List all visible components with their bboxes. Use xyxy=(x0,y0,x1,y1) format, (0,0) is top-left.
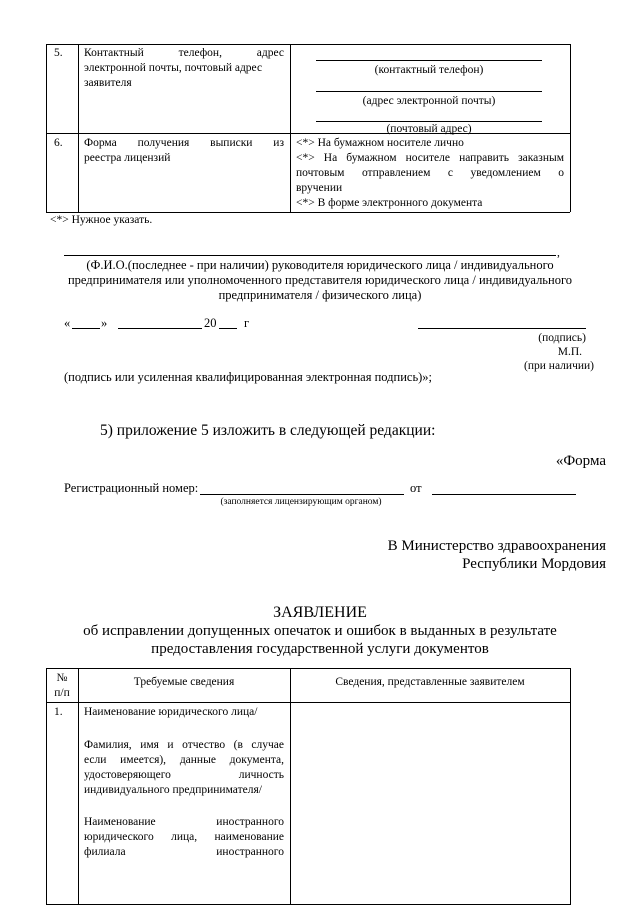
row-6-label-line-1: Форма получения выписки из xyxy=(84,137,284,149)
form-heading: «Форма xyxy=(555,453,606,469)
row-1-number: 1. xyxy=(54,706,63,718)
signature-line xyxy=(418,328,586,329)
phone-caption: (контактный телефон) xyxy=(374,64,484,76)
date-day-line xyxy=(72,328,100,329)
date-close-quote: » xyxy=(101,316,108,330)
email-line xyxy=(316,91,542,92)
fio-caption-line-1: (Ф.И.О.(последнее - при наличии) руководителя юридического лица / индивидуального xyxy=(86,258,554,272)
option-electronic: <*> В форме электронного документа xyxy=(296,197,483,209)
registration-caption: (заполняется лицензирующим органом) xyxy=(220,497,382,507)
amendment-text: 5) приложение 5 изложить в следующей редакции: xyxy=(100,422,436,439)
statement-subtitle-line-2: предоставления государственной услуги документов xyxy=(151,641,489,657)
item-individual-line-3: удостоверяющего личность xyxy=(84,769,284,781)
registration-from: от xyxy=(410,481,422,495)
item-individual-line-1: Фамилия, имя и отчество (в случае xyxy=(84,739,284,751)
registration-date-line xyxy=(432,494,576,495)
header-applicant-info: Сведения, представленные заявителем xyxy=(335,676,525,688)
row-5-label-line-1: Контактный телефон, адрес xyxy=(84,47,284,59)
email-caption: (адрес электронной почты) xyxy=(362,95,496,107)
addressee-line-1: В Министерство здравоохранения xyxy=(387,538,606,554)
row-6-label-line-2: реестра лицензий xyxy=(84,152,171,164)
option-paper-mail-line-1: <*> На бумажном носителе направить заказным xyxy=(296,152,564,164)
row-5-label-line-2: электронной почты, почтовый адрес xyxy=(84,62,263,74)
header-required-info: Требуемые сведения xyxy=(133,676,235,688)
addressee-line-2: Республики Мордовия xyxy=(462,556,606,572)
row-6-number: 6. xyxy=(54,137,63,149)
item-individual-line-2: если имеется), данные документа, xyxy=(84,754,284,766)
fio-comma: , xyxy=(557,247,560,259)
option-paper-in-person: <*> На бумажном носителе лично xyxy=(296,137,464,149)
fio-line xyxy=(64,255,556,256)
phone-line xyxy=(316,60,542,61)
date-month-line xyxy=(118,328,202,329)
option-paper-mail-line-2: почтовым отправлением с уведомлением о xyxy=(296,167,564,179)
item-foreign-line-2: юридического лица, наименование xyxy=(84,831,284,843)
registration-number-line xyxy=(200,494,404,495)
stamp-note: (при наличии) xyxy=(524,360,594,372)
header-num-line-1: № xyxy=(56,672,68,684)
signature-caption: (подпись) xyxy=(538,332,586,344)
postal-caption: (почтовый адрес) xyxy=(386,123,472,135)
date-year-suffix: г xyxy=(244,316,250,330)
header-num-line-2: п/п xyxy=(54,687,70,699)
fio-caption-line-2: предпринимателя или уполномоченного представителя юридического лица / индивидуального xyxy=(67,273,573,287)
item-foreign-line-1: Наименование иностранного xyxy=(84,816,284,828)
row-5-number: 5. xyxy=(54,47,63,59)
date-open-quote: « xyxy=(64,316,71,330)
item-legal-entity: Наименование юридического лица/ xyxy=(84,706,258,718)
stamp-label: М.П. xyxy=(557,346,582,358)
item-individual-line-4: индивидуального предпринимателя/ xyxy=(84,784,262,796)
statement-title: ЗАЯВЛЕНИЕ xyxy=(273,604,367,621)
fio-caption-line-3: предпринимателя / физического лица) xyxy=(218,288,422,302)
item-foreign-line-3: филиала иностранного xyxy=(84,846,284,858)
footnote: <*> Нужное указать. xyxy=(50,214,153,226)
date-year-prefix: 20 xyxy=(204,316,217,330)
registration-label: Регистрационный номер: xyxy=(64,481,199,495)
signature-note: (подпись или усиленная квалифицированная электронная подпись)»; xyxy=(64,370,433,384)
date-year-line xyxy=(219,328,237,329)
statement-subtitle-line-1: об исправлении допущенных опечаток и ошибок в выданных в результате xyxy=(83,623,557,639)
option-paper-mail-line-3: вручении xyxy=(296,182,343,194)
row-5-label-line-3: заявителя xyxy=(84,77,132,89)
